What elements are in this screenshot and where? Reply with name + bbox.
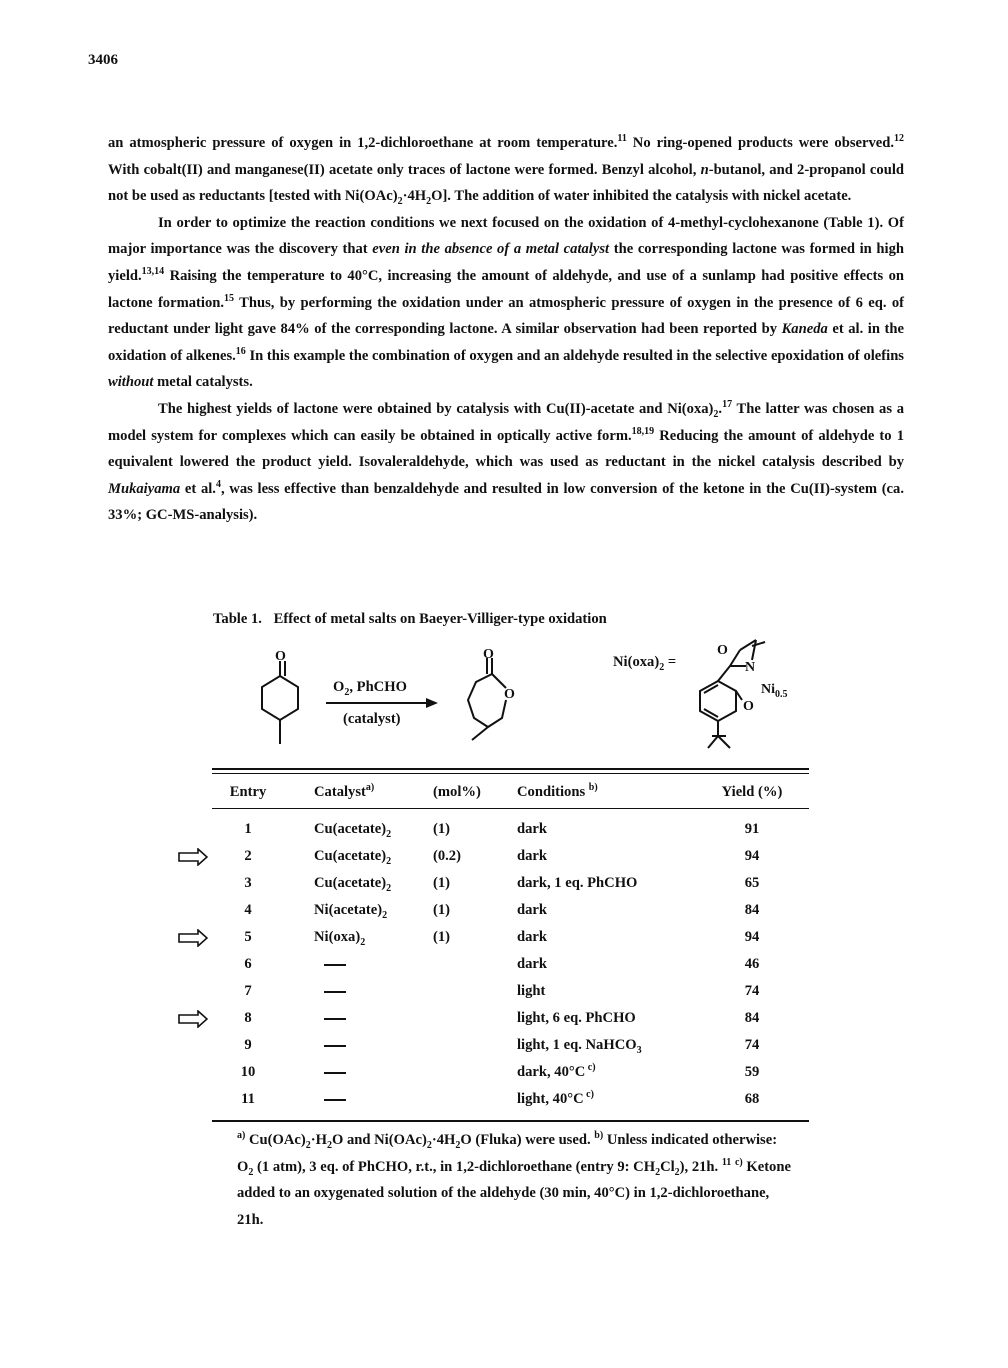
- page-number: 3406: [88, 52, 118, 68]
- italic-text: n: [700, 161, 709, 178]
- cell-mol: (1): [433, 902, 451, 918]
- italic-text: Kaneda: [781, 321, 828, 338]
- text-run: The highest yields of lactone were obtained by catalysis with Cu(II)-acetate and Ni(oxa): [158, 400, 714, 417]
- table-row: [212, 871, 809, 898]
- cell-entry: 6: [244, 956, 252, 972]
- cell-conditions: light, 6 eq. PhCHO: [517, 1010, 636, 1026]
- cell-catalyst: [314, 956, 346, 973]
- cell-entry: 5: [244, 929, 252, 945]
- superscript: 11: [617, 133, 627, 145]
- nioxa-structure: [700, 640, 765, 748]
- no-catalyst-dash: [324, 991, 346, 993]
- cell-yield: 74: [744, 983, 760, 999]
- table-caption: [213, 611, 607, 628]
- ketone-oxygen-label: O: [275, 649, 286, 664]
- no-catalyst-dash: [324, 1018, 346, 1020]
- table-row: [212, 1087, 809, 1114]
- highlight-arrow-icon: [178, 929, 208, 947]
- text-run: metal catalysts.: [153, 374, 253, 391]
- table-row: [212, 925, 809, 952]
- ketone-structure: [262, 661, 298, 744]
- results-table: [212, 768, 809, 1122]
- cell-yield: 94: [744, 848, 760, 864]
- table-row: [212, 1006, 809, 1033]
- phenolate-oxygen: O: [743, 699, 754, 714]
- cell-yield: 68: [744, 1091, 760, 1107]
- cell-catalyst: $Ni(acetate)_2$: [314, 902, 388, 921]
- text-run: Cu(OAc): [245, 1132, 306, 1148]
- cell-conditions: dark: [517, 902, 548, 918]
- cell-mol: (1): [433, 929, 451, 945]
- catalyst-label: (catalyst): [343, 711, 401, 727]
- nioxa-label: $Ni(oxa)_2$ =: [613, 654, 677, 673]
- cell-entry: 7: [244, 983, 252, 999]
- table-row: [212, 817, 809, 844]
- subscript: 2: [655, 1166, 661, 1178]
- cell-conditions: light, 1 eq. NaHCO$_3$: [517, 1037, 642, 1056]
- cell-entry: 1: [244, 821, 252, 837]
- text-run: the corresponding lactone was formed in high yield.: [108, 241, 905, 284]
- lactone-structure: [468, 658, 506, 740]
- highlight-arrow-icon: [178, 848, 208, 866]
- cell-entry: 11: [241, 1091, 255, 1107]
- cell-yield: 94: [744, 929, 760, 945]
- table-top-rule: [212, 768, 809, 770]
- highlight-arrow-icon: [178, 1010, 208, 1028]
- body-text: [108, 130, 904, 529]
- cell-yield: 65: [744, 875, 760, 891]
- superscript: 12: [894, 133, 905, 145]
- table-header: [212, 774, 809, 809]
- cell-catalyst: [314, 1037, 346, 1054]
- cell-catalyst: [314, 1010, 346, 1027]
- header-conditions: Conditions $^{b)}$: [517, 782, 598, 800]
- table-row: [212, 1060, 809, 1087]
- no-catalyst-dash: [324, 964, 346, 966]
- table-caption-text: Effect of metal salts on Baeyer-Villiger-type oxidation: [273, 611, 607, 627]
- text-run: ·4H: [402, 188, 427, 205]
- cell-mol: (1): [433, 821, 451, 837]
- cell-entry: 8: [244, 1010, 252, 1026]
- lactone-carbonyl-oxygen: O: [483, 647, 494, 662]
- text-run: The latter was chosen as a model system for complexes which can easily be obtained in optically active form.: [108, 400, 904, 444]
- text-run: Cl: [660, 1158, 675, 1175]
- subscript: 2: [713, 408, 719, 420]
- superscript: 13,14: [141, 266, 165, 278]
- paragraph-1: [108, 130, 904, 210]
- text-run: In this example the combination of oxygen and an aldehyde resulted in the selective epoxidation of olefins: [245, 347, 904, 364]
- superscript: 17: [722, 399, 733, 411]
- text-run: ·H: [310, 1132, 327, 1148]
- text-run: Thus, by performing the oxidation under an atmospheric pressure of oxygen in the presence of 6 eq. of reductant under light gave 84% of the corresponding lactone. A similar observation had been reported by: [108, 294, 904, 338]
- superscript: b): [594, 1130, 604, 1142]
- text-run: an atmospheric pressure of oxygen in 1,2-dichloroethane at room temperature.: [108, 135, 618, 151]
- cell-mol: (0.2): [433, 848, 461, 864]
- no-catalyst-dash: [324, 1072, 346, 1074]
- text-run: Reducing the amount of aldehyde to 1 equivalent lowered the product yield. Isovaleraldehyde, which was used as reductant in the nickel catalysis described by: [108, 427, 904, 471]
- cell-conditions: light, 40°C $^{c)}$: [517, 1089, 594, 1107]
- cell-catalyst: [314, 1064, 346, 1081]
- header-catalyst: Catalyst$^{a)}$: [314, 782, 375, 800]
- cell-entry: 9: [244, 1037, 252, 1053]
- superscript: 4: [215, 478, 221, 490]
- text-run: With cobalt(II) and manganese(II) acetate only traces of lactone were formed. Benzyl alcohol,: [108, 161, 701, 178]
- paragraph-3: [108, 396, 904, 529]
- oxazoline-nitrogen: N: [745, 660, 756, 675]
- cell-yield: 59: [744, 1064, 760, 1080]
- cell-conditions: dark, 1 eq. PhCHO: [517, 875, 638, 891]
- text-run: Unless indicated otherwise: O: [237, 1132, 778, 1175]
- table-body: [212, 817, 809, 1114]
- subscript: 2: [455, 1139, 461, 1151]
- table-row: [212, 952, 809, 979]
- text-run: Raising the temperature to 40°C, increasing the amount of aldehyde, and use of a sunlamp had positive effects on lactone formation.: [108, 267, 904, 311]
- cell-conditions: dark: [517, 929, 548, 945]
- cell-conditions: dark: [517, 821, 548, 837]
- table-bottom-rule: [212, 1120, 809, 1122]
- text-run: O and Ni(OAc): [331, 1132, 427, 1148]
- text-run: , was less effective than benzaldehyde and resulted in low conversion of the ketone in the Cu(II)-system (ca. 33%; GC-MS-analysis).: [108, 480, 904, 524]
- superscript: 18,19: [631, 425, 655, 437]
- cell-conditions: dark, 40°C $^{c)}$: [517, 1062, 596, 1080]
- italic-text: Mukaiyama: [108, 480, 181, 497]
- table-row: [212, 898, 809, 925]
- cell-entry: 2: [244, 848, 252, 864]
- lactone-ring-oxygen: O: [504, 687, 515, 702]
- subscript: 2: [326, 1139, 332, 1151]
- paragraph-2: [108, 210, 904, 396]
- cell-catalyst: $Cu(acetate)_2$: [314, 875, 392, 894]
- text-run: O]. The addition of water inhibited the catalysis with nickel acetate.: [431, 188, 852, 205]
- cell-yield: 74: [744, 1037, 760, 1053]
- superscript: 16: [235, 345, 246, 357]
- cell-conditions: dark: [517, 956, 548, 972]
- italic-text: even in the absence of a metal catalyst: [372, 241, 610, 258]
- cell-yield: 91: [744, 821, 760, 837]
- table-row: [212, 979, 809, 1006]
- cell-yield: 84: [744, 902, 760, 918]
- subscript: 2: [426, 196, 432, 208]
- cell-conditions: dark: [517, 848, 548, 864]
- table-row: [212, 1033, 809, 1060]
- cell-catalyst: $Cu(acetate)_2$: [314, 848, 392, 867]
- superscript: 11: [721, 1156, 732, 1168]
- text-run: (1 atm), 3 eq. of PhCHO, r.t., in 1,2-dichloroethane (entry 9: CH: [253, 1158, 656, 1175]
- cell-yield: 46: [744, 956, 760, 972]
- cell-catalyst: [314, 1091, 346, 1108]
- table-caption-label: Table 1.: [213, 611, 262, 627]
- subscript: 2: [397, 196, 403, 208]
- text-run: In order to optimize the reaction conditions we next focused on the oxidation of 4-methyl-cyclohexanone (Table 1). Of major importance was the discovery that: [108, 214, 904, 258]
- no-catalyst-dash: [324, 1045, 346, 1047]
- subscript: 2: [426, 1139, 432, 1151]
- cell-mol: (1): [433, 875, 451, 891]
- italic-text: without: [108, 374, 154, 391]
- reaction-scheme: [240, 636, 810, 764]
- text-run: et al.: [180, 480, 216, 497]
- reagent-label: $O_2$, PhCHO: [333, 679, 407, 698]
- superscript: a): [237, 1130, 246, 1142]
- table-footnotes: [237, 1127, 797, 1233]
- cell-catalyst: $Cu(acetate)_2$: [314, 821, 392, 840]
- subscript: 2: [674, 1166, 680, 1178]
- cell-entry: 3: [244, 875, 252, 891]
- oxazoline-oxygen: O: [717, 643, 728, 658]
- text-run: et al. in the oxidation of alkenes.: [108, 321, 904, 364]
- cell-catalyst: $Ni(oxa)_2$: [314, 929, 366, 948]
- text-run: -butanol, and 2-propanol could not be used as reductants [tested with Ni(OAc): [108, 161, 904, 205]
- superscript: c): [734, 1156, 743, 1168]
- subscript: 2: [248, 1166, 254, 1178]
- header-entry: Entry: [229, 784, 267, 800]
- cell-entry: 4: [244, 902, 252, 918]
- text-run: .: [718, 400, 723, 417]
- footnote-text: [237, 1127, 797, 1233]
- nickel-label: $Ni_{0.5}$: [761, 682, 788, 700]
- reaction-arrow: [326, 698, 438, 708]
- cell-yield: 84: [744, 1010, 760, 1026]
- superscript: 15: [224, 292, 235, 304]
- header-mol: (mol%): [433, 784, 481, 800]
- cell-conditions: light: [517, 983, 546, 999]
- text-run: ·4H: [431, 1132, 456, 1148]
- table-row: [212, 844, 809, 871]
- no-catalyst-dash: [324, 1099, 346, 1101]
- cell-entry: 10: [240, 1064, 256, 1080]
- cell-catalyst: [314, 983, 346, 1000]
- text-run: No ring-opened products were observed.: [626, 135, 895, 151]
- text-run: Ketone added to an oxygenated solution of the aldehyde (30 min, 40°C) in 1,2-dichloroethane, 21h.: [237, 1158, 791, 1228]
- text-run: O (Fluka) were used.: [460, 1132, 595, 1148]
- header-yield: Yield (%): [721, 784, 783, 800]
- text-run: ), 21h.: [679, 1158, 722, 1175]
- subscript: 2: [305, 1139, 311, 1151]
